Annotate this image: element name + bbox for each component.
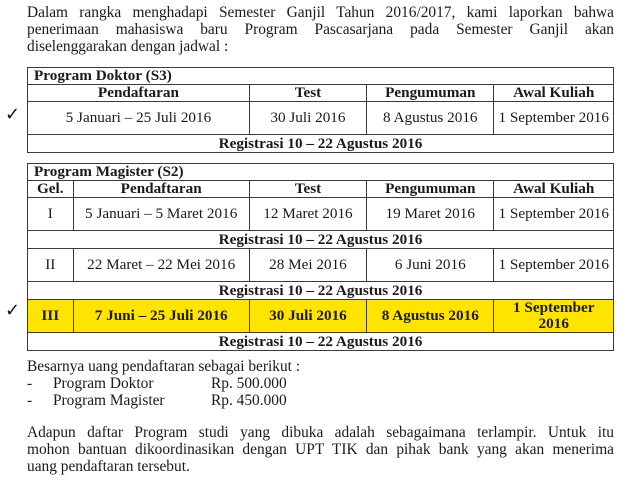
magister-schedule-table (27, 163, 614, 351)
pendaftaran-cell: 22 Maret – 22 Mei 2016 (73, 249, 249, 282)
bullet-dash: - (27, 392, 33, 409)
fee-amount: Rp. 450.000 (211, 392, 287, 409)
intro-line: Dalam rangka menghadapi Semester Ganjil Tahun 2016/2017, kami laporkan bahwa (27, 4, 614, 21)
gel-cell: I (28, 198, 74, 231)
pengumuman-cell: 8 Agustus 2016 (367, 300, 494, 333)
awal-kuliah-cell: 1 September 2016 (494, 249, 614, 282)
registrasi-row: Registrasi 10 – 22 Agustus 2016 (28, 282, 614, 300)
test-cell: 12 Maret 2016 (249, 198, 366, 231)
pendaftaran-cell: 5 Januari – 5 Maret 2016 (73, 198, 249, 231)
checkmark-icon: ✓ (5, 300, 21, 321)
fee-item (27, 375, 300, 392)
table-row (28, 102, 614, 135)
checkmark-icon: ✓ (5, 104, 21, 125)
pengumuman-cell: 8 Agustus 2016 (367, 102, 494, 135)
doktor-schedule-table (27, 67, 614, 153)
pengumuman-cell: 6 Juni 2016 (367, 249, 494, 282)
fees-section (27, 358, 300, 409)
pendaftaran-cell: 7 Juni – 25 Juli 2016 (73, 300, 249, 333)
column-header-pengumuman: Pengumuman (367, 181, 494, 198)
fee-program-name: Program Magister (53, 392, 165, 409)
closing-line: uang pendaftaran tersebut. (27, 458, 190, 475)
table-row (28, 198, 614, 231)
table-row (28, 249, 614, 282)
registrasi-row: Registrasi 10 – 22 Agustus 2016 (28, 231, 614, 249)
bullet-dash: - (27, 375, 33, 392)
awal-kuliah-cell: 1 September 2016 (494, 300, 614, 333)
intro-paragraph (27, 4, 614, 55)
intro-line: penerimaan mahasiswa baru Program Pascasarjana pada Semester Ganjil akan (27, 21, 614, 38)
gel-cell: III (28, 300, 74, 333)
registrasi-row: Registrasi 10 – 22 Agustus 2016 (28, 135, 614, 153)
fee-item (27, 392, 300, 409)
pengumuman-cell: 19 Maret 2016 (367, 198, 494, 231)
awal-kuliah-cell: 1 September 2016 (494, 102, 614, 135)
closing-line: mohon bantuan dikoordinasikan dengan UPT TIK dan pihak bank yang akan menerima (27, 441, 614, 458)
column-header-awal-kuliah: Awal Kuliah (494, 181, 614, 198)
test-cell: 30 Juli 2016 (249, 300, 366, 333)
test-cell: 28 Mei 2016 (249, 249, 366, 282)
column-header-awal-kuliah: Awal Kuliah (494, 85, 614, 102)
awal-kuliah-cell: 1 September 2016 (494, 198, 614, 231)
intro-line: diselenggarakan dengan jadwal : (27, 38, 229, 55)
column-header-gel: Gel. (28, 181, 74, 198)
fee-program-name: Program Doktor (53, 375, 154, 392)
closing-line: Adapun daftar Program studi yang dibuka adalah sebagaimana terlampir. Untuk itu (27, 424, 614, 441)
column-header-pendaftaran: Pendaftaran (28, 85, 250, 102)
fee-amount: Rp. 500.000 (211, 375, 287, 392)
magister-table-title: Program Magister (S2) (28, 164, 614, 181)
doktor-table-title: Program Doktor (S3) (28, 68, 614, 85)
test-cell: 30 Juli 2016 (249, 102, 366, 135)
closing-paragraph (27, 424, 614, 475)
column-header-test: Test (249, 181, 366, 198)
column-header-pendaftaran: Pendaftaran (73, 181, 249, 198)
column-header-test: Test (249, 85, 366, 102)
table-row-highlighted (28, 300, 614, 333)
column-header-pengumuman: Pengumuman (367, 85, 494, 102)
fees-heading: Besarnya uang pendaftaran sebagai berikut : (27, 358, 301, 375)
registrasi-row: Registrasi 10 – 22 Agustus 2016 (28, 333, 614, 351)
pendaftaran-cell: 5 Januari – 25 Juli 2016 (28, 102, 250, 135)
gel-cell: II (28, 249, 74, 282)
